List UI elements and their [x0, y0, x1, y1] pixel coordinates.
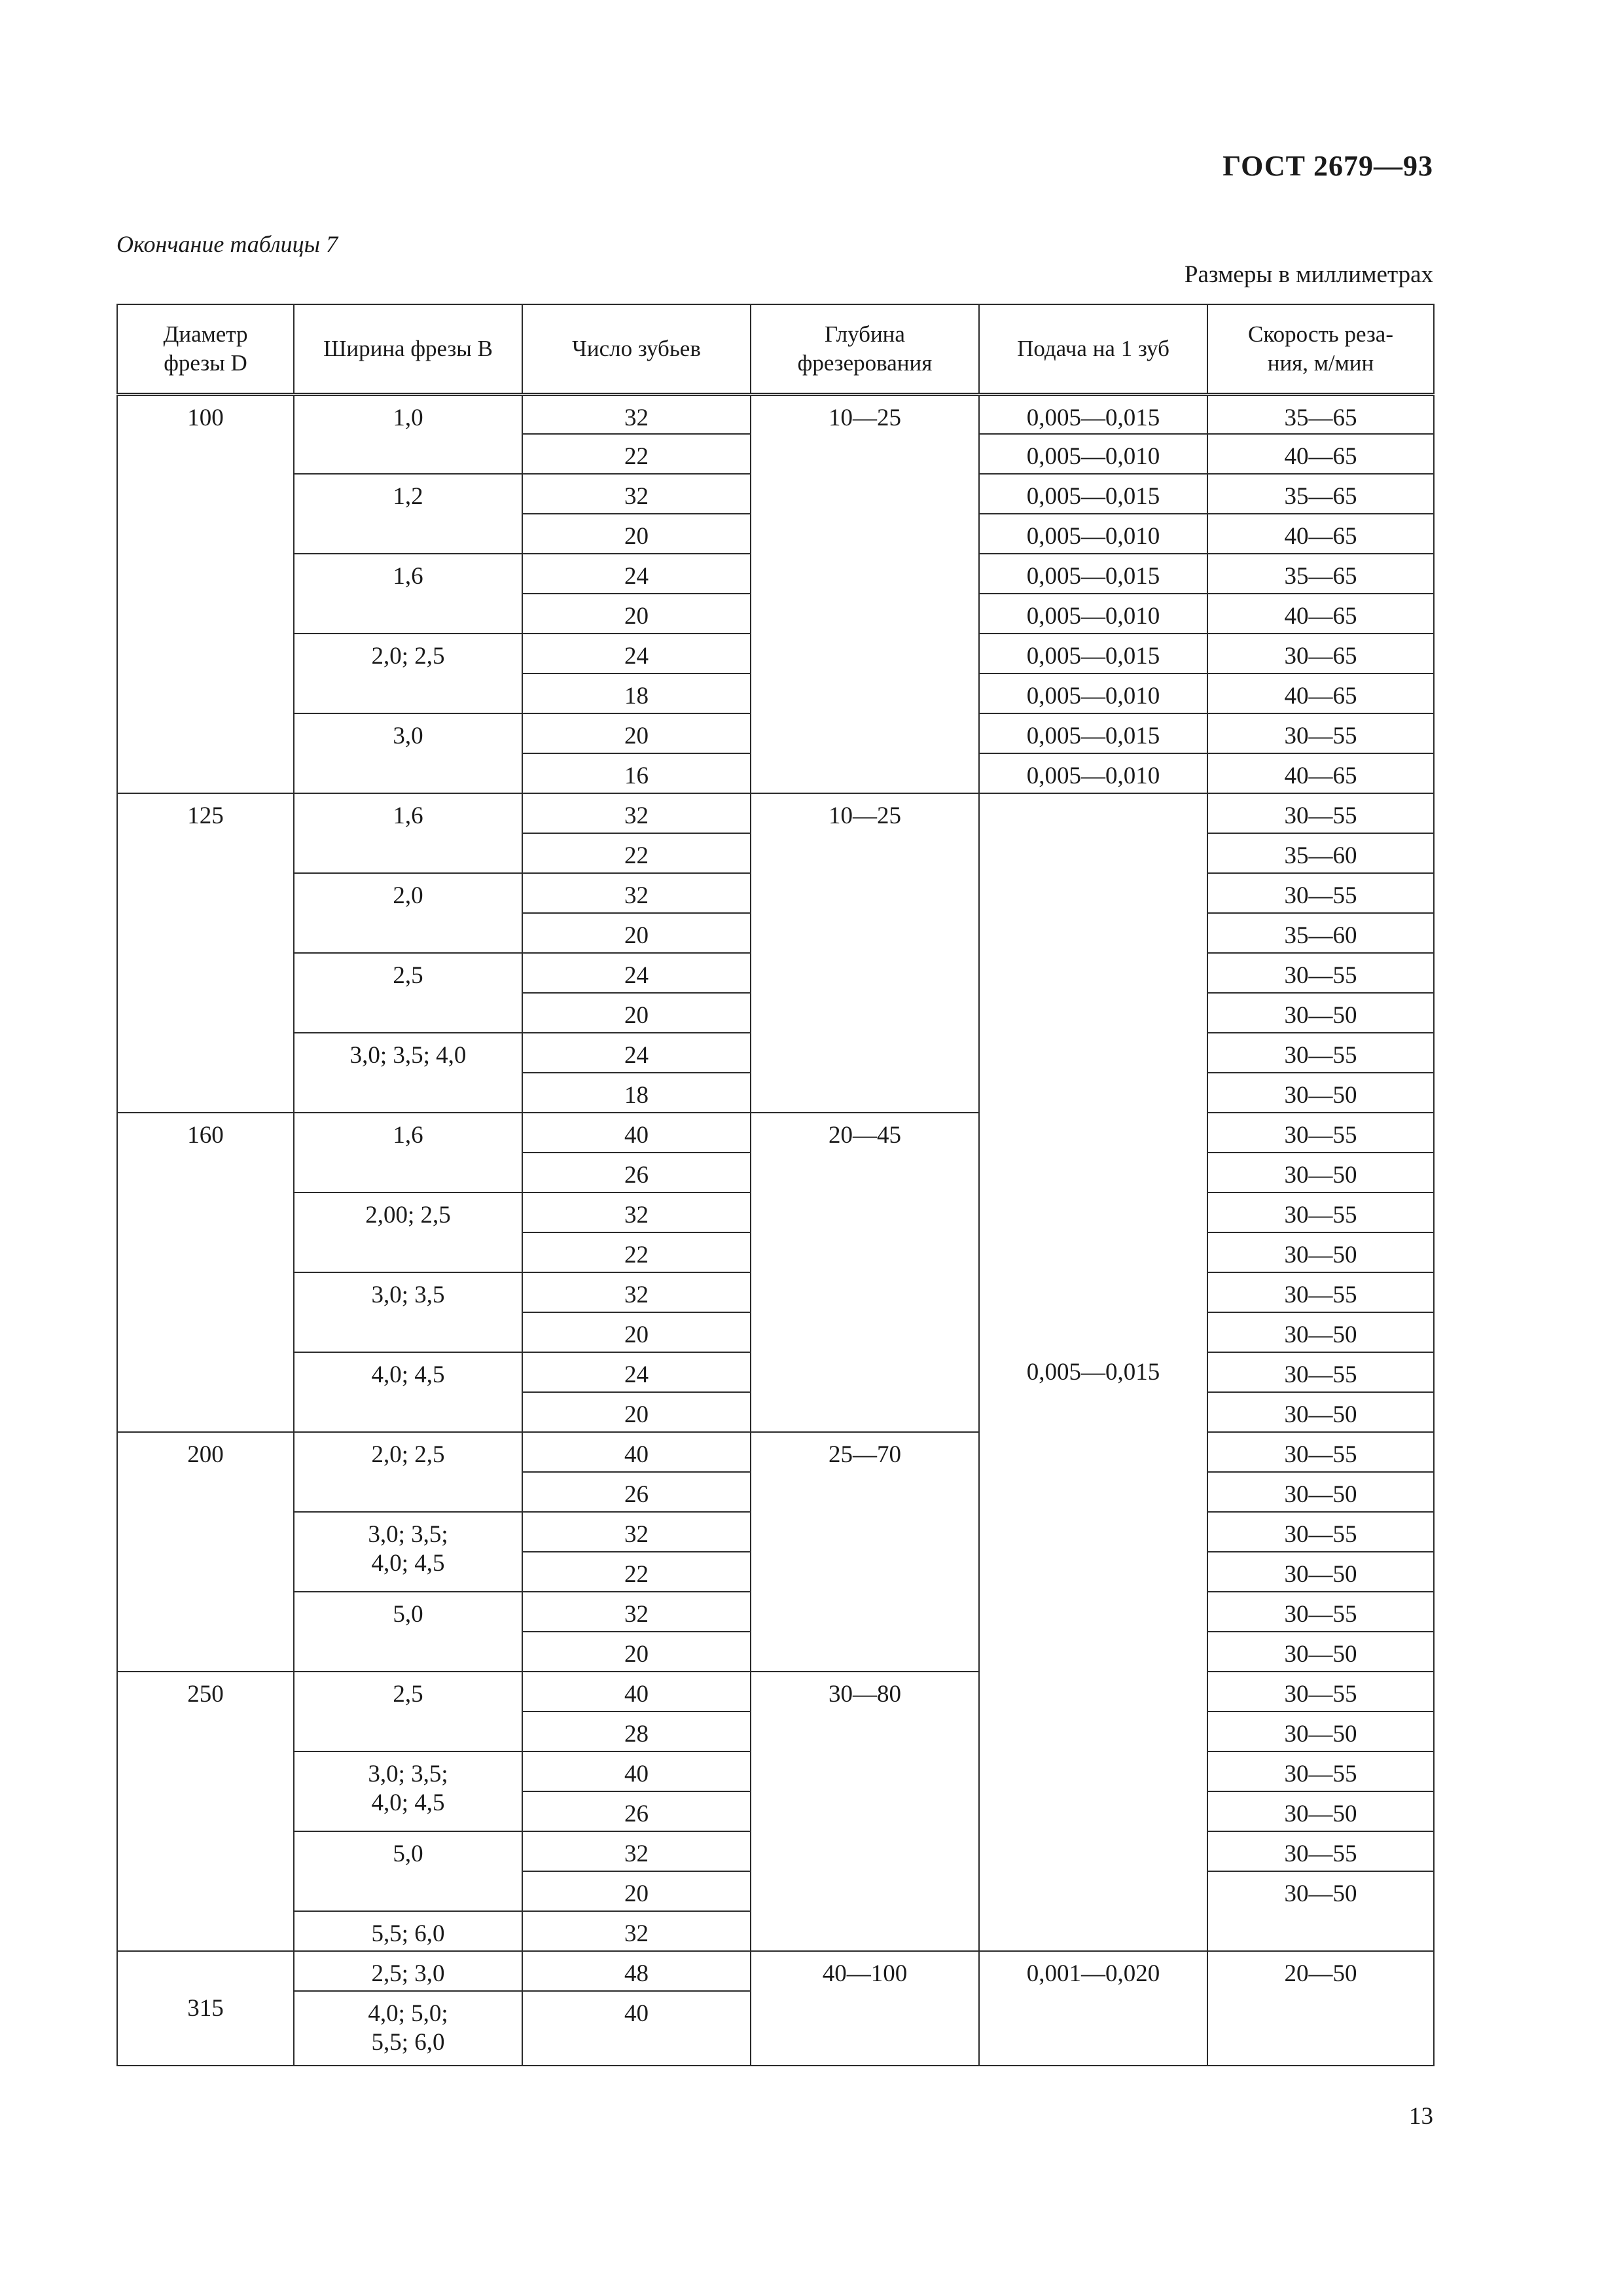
table-cell: 20	[522, 993, 751, 1033]
table-cell: 1,0	[294, 394, 522, 474]
table-cell: 40—65	[1207, 753, 1434, 793]
table-cell: 3,0; 3,5; 4,0; 4,5	[294, 1512, 522, 1592]
table-cell: 2,5	[294, 1672, 522, 1751]
table-cell: 4,0; 4,5	[294, 1352, 522, 1432]
table-cell: 100	[117, 394, 294, 793]
table-cell: 10—25	[751, 793, 979, 1113]
table-cell: 22	[522, 1232, 751, 1272]
table-cell: 1,6	[294, 1113, 522, 1193]
table-continuation-caption: Окончание таблицы 7	[116, 231, 338, 257]
table-cell: 30—55	[1207, 953, 1434, 993]
table-cell: 30—50	[1207, 1312, 1434, 1352]
table-cell: 250	[117, 1672, 294, 1951]
table-cell: 24	[522, 1033, 751, 1073]
table-cell: 30—55	[1207, 713, 1434, 753]
table-cell: 0,005—0,010	[979, 514, 1207, 554]
table-cell: 20	[522, 1392, 751, 1432]
table-cell: 30—80	[751, 1672, 979, 1951]
table-row	[117, 793, 1434, 833]
table-cell: 1,2	[294, 474, 522, 554]
table-cell: 0,005—0,015	[979, 554, 1207, 594]
table-cell: 35—65	[1207, 474, 1434, 514]
table-header	[117, 304, 1434, 394]
header-milling-depth: Глубина фрезерования	[751, 304, 979, 394]
table-cell: 32	[522, 474, 751, 514]
table-cell: 20	[522, 1312, 751, 1352]
table-cell: 10—25	[751, 394, 979, 793]
table-cell: 48	[522, 1951, 751, 1991]
table-cell: 30—55	[1207, 1592, 1434, 1632]
table-cell: 2,0	[294, 873, 522, 953]
table-row	[117, 394, 1434, 434]
table-cell: 24	[522, 1352, 751, 1392]
table-cell: 24	[522, 634, 751, 673]
table-cell: 35—65	[1207, 394, 1434, 434]
table-cell: 2,5; 3,0	[294, 1951, 522, 1991]
table-row	[117, 1432, 1434, 1472]
table-cell: 32	[522, 394, 751, 434]
table-cell: 2,0; 2,5	[294, 634, 522, 713]
table-body	[117, 394, 1434, 2066]
table-cell: 40—65	[1207, 594, 1434, 634]
table-cell: 30—50	[1207, 1392, 1434, 1432]
table-cell: 24	[522, 554, 751, 594]
table-cell: 22	[522, 833, 751, 873]
table-cell: 0,005—0,015	[979, 474, 1207, 514]
table-cell: 0,005—0,010	[979, 753, 1207, 793]
table-cell: 25—70	[751, 1432, 979, 1672]
page-number: 13	[1409, 2103, 1433, 2130]
table-cell: 3,0; 3,5	[294, 1272, 522, 1352]
table-row	[117, 1951, 1434, 1991]
table-cell: 3,0	[294, 713, 522, 793]
header-teeth-count: Число зубьев	[522, 304, 751, 394]
table-cell: 35—60	[1207, 913, 1434, 953]
table-cell: 40	[522, 1113, 751, 1153]
table-cell: 20—50	[1207, 1951, 1434, 2066]
table-cell: 20	[522, 1871, 751, 1911]
table-cell: 30—55	[1207, 1272, 1434, 1312]
table-cell: 30—65	[1207, 634, 1434, 673]
table-cell: 26	[522, 1153, 751, 1193]
table-cell: 20	[522, 913, 751, 953]
table-cell: 18	[522, 1073, 751, 1113]
table-cell: 0,005—0,010	[979, 673, 1207, 713]
table-cell: 5,0	[294, 1831, 522, 1911]
table-cell: 40	[522, 1751, 751, 1791]
table-cell: 40—100	[751, 1951, 979, 2066]
table-cell: 0,005—0,015	[979, 713, 1207, 753]
table-cell: 40—65	[1207, 514, 1434, 554]
table-cell: 30—50	[1207, 1232, 1434, 1272]
table-cell: 160	[117, 1113, 294, 1432]
table-cell: 30—55	[1207, 1113, 1434, 1153]
table-cell: 32	[522, 1911, 751, 1951]
table-cell: 24	[522, 953, 751, 993]
document-code: ГОСТ 2679—93	[1222, 150, 1433, 182]
table-cell: 40—65	[1207, 673, 1434, 713]
table-cell: 2,0; 2,5	[294, 1432, 522, 1512]
table-cell: 26	[522, 1472, 751, 1512]
table-cell: 28	[522, 1712, 751, 1751]
table-cell: 22	[522, 1552, 751, 1592]
table-cell: 32	[522, 1193, 751, 1232]
table-cell: 32	[522, 1512, 751, 1552]
table-cell: 1,6	[294, 793, 522, 873]
table-cell: 3,0; 3,5; 4,0	[294, 1033, 522, 1113]
table-cell: 30—55	[1207, 1352, 1434, 1392]
table-cell: 20	[522, 713, 751, 753]
table-cell: 30—50	[1207, 1153, 1434, 1193]
table-cell: 30—55	[1207, 1831, 1434, 1871]
table-cell: 125	[117, 793, 294, 1113]
table-cell: 40	[522, 1432, 751, 1472]
table-cell: 32	[522, 1272, 751, 1312]
table-cell: 35—65	[1207, 554, 1434, 594]
table-cell: 20	[522, 514, 751, 554]
table-cell: 0,005—0,015	[979, 394, 1207, 434]
table-cell: 0,005—0,015	[979, 793, 1207, 1951]
table-cell: 30—55	[1207, 873, 1434, 913]
table-cell: 20—45	[751, 1113, 979, 1432]
table-cell: 16	[522, 753, 751, 793]
table-cell: 30—55	[1207, 1751, 1434, 1791]
table-cell: 30—55	[1207, 1193, 1434, 1232]
table-cell: 3,0; 3,5; 4,0; 4,5	[294, 1751, 522, 1831]
table-cell: 0,001—0,020	[979, 1951, 1207, 2066]
header-cutter-width: Ширина фрезы B	[294, 304, 522, 394]
header-cutting-speed: Скорость реза- ния, м/мин	[1207, 304, 1434, 394]
table-cell: 5,0	[294, 1592, 522, 1672]
table-cell: 32	[522, 873, 751, 913]
table-cell: 30—50	[1207, 1632, 1434, 1672]
table-cell: 22	[522, 434, 751, 474]
units-note: Размеры в миллиметрах	[1184, 261, 1433, 288]
table-cell: 30—55	[1207, 1033, 1434, 1073]
table-cell: 40	[522, 1672, 751, 1712]
table-cell: 30—50	[1207, 1472, 1434, 1512]
table-row	[117, 1113, 1434, 1153]
table-cell: 0,005—0,010	[979, 594, 1207, 634]
table-cell: 0,005—0,015	[979, 634, 1207, 673]
table-cell: 40—65	[1207, 434, 1434, 474]
table-cell: 18	[522, 673, 751, 713]
table-cell: 30—55	[1207, 793, 1434, 833]
header-feed-per-tooth: Подача на 1 зуб	[979, 304, 1207, 394]
table-cell: 315	[117, 1951, 294, 2066]
table-cell: 30—50	[1207, 1871, 1434, 1951]
table-cell: 1,6	[294, 554, 522, 634]
table-cell: 2,00; 2,5	[294, 1193, 522, 1272]
cutter-parameters-table	[116, 304, 1435, 2066]
table-cell: 35—60	[1207, 833, 1434, 873]
table-cell: 30—50	[1207, 1791, 1434, 1831]
table-cell: 32	[522, 1831, 751, 1871]
table-cell: 5,5; 6,0	[294, 1911, 522, 1951]
table-cell: 30—55	[1207, 1672, 1434, 1712]
table-row	[117, 1672, 1434, 1712]
table-cell: 30—50	[1207, 1552, 1434, 1592]
table-cell: 26	[522, 1791, 751, 1831]
table-cell: 40	[522, 1991, 751, 2066]
table-cell: 20	[522, 1632, 751, 1672]
header-row	[117, 304, 1434, 394]
table-cell: 2,5	[294, 953, 522, 1033]
table-cell: 30—55	[1207, 1512, 1434, 1552]
table-cell: 30—50	[1207, 1712, 1434, 1751]
table-cell: 200	[117, 1432, 294, 1672]
table-cell: 4,0; 5,0; 5,5; 6,0	[294, 1991, 522, 2066]
table-cell: 32	[522, 793, 751, 833]
header-cutter-diameter: Диаметр фрезы D	[117, 304, 294, 394]
table-cell: 30—50	[1207, 993, 1434, 1033]
table-cell: 30—55	[1207, 1432, 1434, 1472]
table-cell: 32	[522, 1592, 751, 1632]
table-cell: 30—50	[1207, 1073, 1434, 1113]
table-cell: 20	[522, 594, 751, 634]
table-cell: 0,005—0,010	[979, 434, 1207, 474]
